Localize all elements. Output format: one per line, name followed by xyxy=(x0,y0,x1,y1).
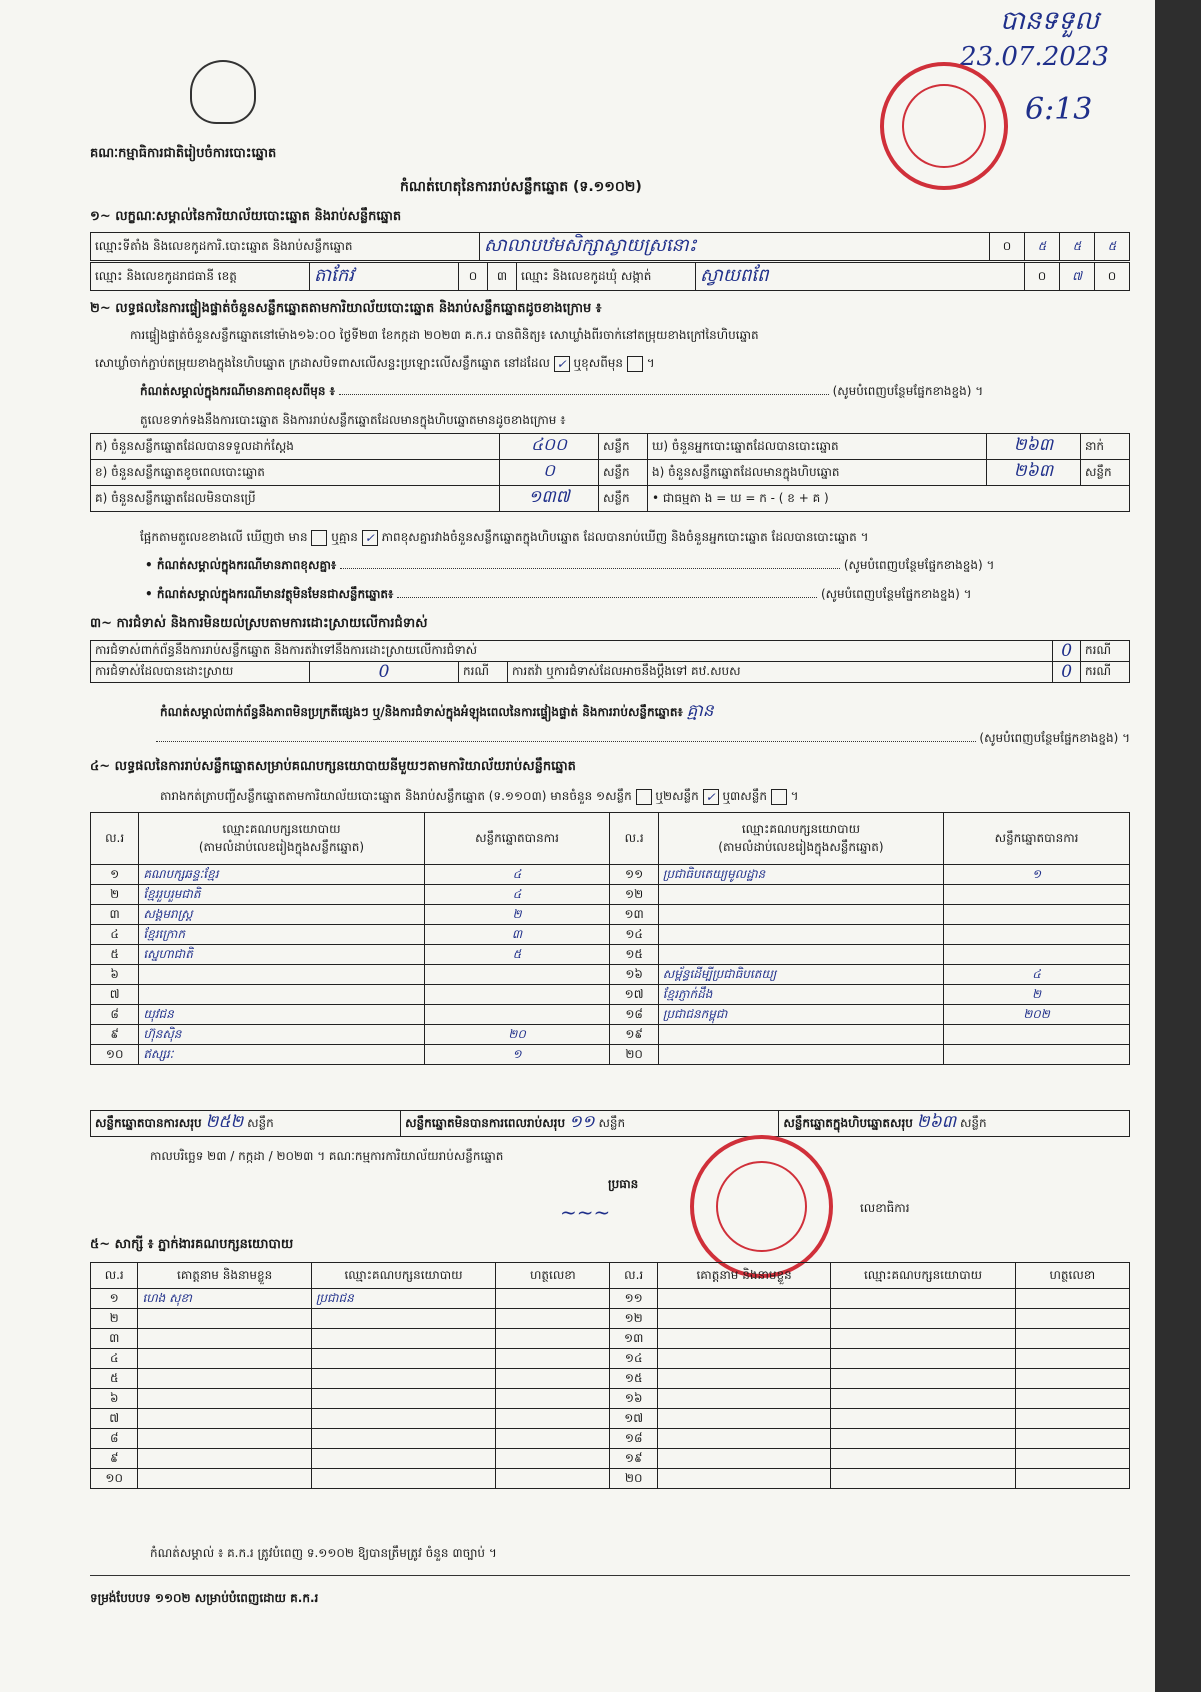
party-name: ស្នេហាជាតិ xyxy=(139,945,424,965)
table-row xyxy=(91,1005,1130,1025)
official-seal-icon xyxy=(880,62,1008,190)
objections-count: 0 xyxy=(1053,641,1081,662)
table-row xyxy=(91,1469,1130,1489)
witness-signature xyxy=(1015,1429,1129,1449)
party-name: ខ្មែររួបរួមជាតិ xyxy=(139,885,424,905)
witness-signature xyxy=(1015,1329,1129,1349)
vote-count xyxy=(424,1005,610,1025)
row-number: ៩ xyxy=(91,1025,139,1045)
row-number: ១ xyxy=(91,1289,138,1309)
spoiled-ballots: ០ xyxy=(500,460,599,486)
scan-edge xyxy=(1155,0,1201,1692)
row-number: ១០ xyxy=(91,1469,138,1489)
witness-party xyxy=(831,1309,1015,1329)
witness-table: ល.រ គោត្តនាម និងនាមខ្លួន ឈ្មោះគណបក្សនយោបាយ ហត្ថលេខា ល.រ គោត្តនាម និងនាមខ្លួន ឈ្មោះគណបក្សនយោបាយ ហត្ថលេខា ១ ហេង សុខា ប្រជាជន ១១ ២ ១២ ៣ ១៣ ៤ ១៤ ៥ ១៥ ៦ ១៦ ៧ ១៧ ៨ ១៨ ៩ ១៩ ១០ ២០ xyxy=(90,1262,1130,1489)
party-name xyxy=(658,905,943,925)
row-number: ១៣ xyxy=(610,1329,657,1349)
witness-name xyxy=(138,1349,311,1369)
witness-party xyxy=(311,1349,495,1369)
witness-signature xyxy=(496,1369,610,1389)
row-number: ១១ xyxy=(610,1289,657,1309)
received-date: 23.07.2023 xyxy=(960,42,1109,72)
row-number: ១៤ xyxy=(610,1349,657,1369)
resolved-count: 0 xyxy=(310,662,459,683)
party-name xyxy=(658,945,943,965)
section1-table-2: ឈ្មោះ និងលេខកូដរាជធានី ខេត្ត តាកែវ ០ ៣ ឈ្មោះ និងលេខកូដឃុំ សង្កាត់ ស្វាយពពែ ០ ៧ ០ xyxy=(90,262,1130,291)
witness-signature xyxy=(496,1449,610,1469)
unused-ballots: ១៣៧ xyxy=(500,486,599,512)
table-row xyxy=(91,1045,1130,1065)
witness-name xyxy=(138,1469,311,1489)
row-number: ៤ xyxy=(91,1349,138,1369)
committee-seal-icon xyxy=(690,1135,833,1278)
three-sheet-checkbox[interactable] xyxy=(771,789,787,805)
vote-count: ៤ xyxy=(424,865,610,885)
witness-name: ហេង សុខា xyxy=(138,1289,311,1309)
witness-name xyxy=(657,1449,830,1469)
table-row xyxy=(91,905,1130,925)
table-row xyxy=(91,985,1130,1005)
witness-name xyxy=(138,1429,311,1449)
witness-name xyxy=(657,1469,830,1489)
footer-divider xyxy=(90,1575,1130,1576)
figures-intro: តួលេខទាក់ទងនឹងការបោះឆ្នោត និងការរាប់សន្លឹកឆ្នោតដែលមានក្នុងហិបឆ្នោតមានដូចខាងក្រោម ៖ xyxy=(140,413,566,427)
witness-signature xyxy=(1015,1349,1129,1369)
irregularity-note: កំណត់សម្គាល់ពាក់ព័ន្ធនឹងភាពមិនប្រក្រតីផ្សេងៗ ឬ/និងការជំទាស់ក្នុងអំឡុងពេលនៃការផ្ទៀងផ្ទាត់ និងការរាប់សន្លឹកឆ្នោត៖ គ្មាន xyxy=(160,701,714,721)
table-row xyxy=(91,1289,1130,1309)
vote-count: ២០ xyxy=(424,1025,610,1045)
location-value: សាលាបឋមសិក្សាស្វាយស្រនោះ xyxy=(480,233,990,261)
received-note: បានទទួល xyxy=(1000,6,1100,36)
witness-signature xyxy=(496,1469,610,1489)
table-row xyxy=(91,1369,1130,1389)
secretary-label: លេខាធិការ xyxy=(860,1201,910,1215)
row-number: ១៧ xyxy=(610,985,658,1005)
bullet-foreign-object: • កំណត់សម្គាល់ក្នុងករណីមានវត្ថុមិនមែនជាសន្លឹកឆ្នោត៖ (សូមបំពេញបន្ថែមផ្នែកខាងខ្នង) ។ xyxy=(145,587,972,601)
row-number: ៦ xyxy=(91,965,139,985)
row-number: ១២ xyxy=(610,1309,657,1329)
witness-party xyxy=(311,1429,495,1449)
witness-party xyxy=(831,1389,1015,1409)
results-table: ល.រ ឈ្មោះគណបក្សនយោបាយ (តាមលំដាប់លេខរៀងក្នុងសន្លឹកឆ្នោត) សន្លឹកឆ្នោតបានការ ល.រ ឈ្មោះគណបក្សនយោបាយ (តាមលំដាប់លេខរៀងក្នុងសន្លឹកឆ្នោត) សន្លឹកឆ្នោតបានការ ១ គណបក្សឆន្ទៈខ្មែរ ៤ ១១ ប្រជាធិបតេយ្យមូលដ្ឋាន ១ ២ ខ្មែររួបរួមជាតិ ៤ ១២ ៣ សង្គមរាស្ត្រ ២ ១៣ ៤ ខ្មែរក្រោក ៣ ១៤ ៥ ស្នេហាជាតិ ៥ ១៥ ៦ ១៦ សម្ព័ន្ធដើម្បីប្រជាធិបតេយ្យ ៤ ៧ ១៧ ខ្មែរភ្ញាក់ដឹង ២ ៨ យុវជន ១៨ ប្រជាជនកម្ពុជា ២០២ ៩ ហ៊ុនស៊ិន ២០ ១៩ ១០ ឥស្សរៈ ១ ២០ xyxy=(90,812,1130,1065)
row-number: ១០ xyxy=(91,1045,139,1065)
section1-table: ឈ្មោះទីតាំង និងលេខកូដការិ.បោះឆ្នោត និងរាប់សន្លឹកឆ្នោត សាលាបឋមសិក្សាស្វាយស្រនោះ ០ ៥ ៥ ៥ xyxy=(90,232,1130,261)
witness-name xyxy=(657,1409,830,1429)
party-name: ប្រជាជនកម្ពុជា xyxy=(658,1005,943,1025)
form-footer: ទម្រង់បែបបទ ១១០២ សម្រាប់បំពេញដោយ គ.ក.រ xyxy=(90,1591,319,1605)
witness-name xyxy=(657,1329,830,1349)
voters-count: ២៦៣ xyxy=(987,434,1081,460)
witness-party xyxy=(831,1329,1015,1349)
vote-count: ១ xyxy=(944,865,1130,885)
row-number: ១៥ xyxy=(610,1369,657,1389)
vote-count: ៤ xyxy=(424,885,610,905)
witness-party xyxy=(311,1469,495,1489)
row-number: ១៩ xyxy=(610,1449,657,1469)
section2-title: ២~ លទ្ធផលនៃការផ្ទៀងផ្ទាត់ចំនួនសន្លឹកឆ្នោតតាមការិយាល័យបោះឆ្នោត និងរាប់សន្លឹកឆ្នោតដូចខាងក្រោម ៖ xyxy=(90,301,602,316)
row-number: ១៦ xyxy=(610,965,658,985)
vote-count xyxy=(944,1025,1130,1045)
vote-count: ៥ xyxy=(424,945,610,965)
witness-party xyxy=(311,1389,495,1409)
witness-name xyxy=(657,1369,830,1389)
same-checkbox[interactable]: ✓ xyxy=(554,356,570,372)
witness-signature xyxy=(496,1289,610,1309)
row-number: ៣ xyxy=(91,905,139,925)
row-number: ៩ xyxy=(91,1449,138,1469)
footnote: កំណត់សម្គាល់ ៖ គ.ក.រ ត្រូវបំពេញ ទ.១១០២ ឱ្យបានត្រឹមត្រូវ ចំនួន ៣ច្បាប់ ។ xyxy=(150,1546,497,1560)
received-time: 6:13 xyxy=(1025,92,1093,127)
party-name xyxy=(658,925,943,945)
row-number: ៥ xyxy=(91,1369,138,1389)
chair-label: ប្រធាន xyxy=(608,1177,639,1191)
witness-party: ប្រជាជន xyxy=(311,1289,495,1309)
party-name: ខ្មែរភ្ញាក់ដឹង xyxy=(658,985,943,1005)
witness-signature xyxy=(1015,1309,1129,1329)
vote-count: ២ xyxy=(424,905,610,925)
vote-count: ៤ xyxy=(944,965,1130,985)
party-name: ខ្មែរក្រោក xyxy=(139,925,424,945)
section3-title: ៣~ ការជំទាស់ និងការមិនយល់ស្របតាមការដោះស្រាយលើការជំទាស់ xyxy=(90,616,428,631)
witness-party xyxy=(831,1349,1015,1369)
party-name: ប្រជាធិបតេយ្យមូលដ្ឋាន xyxy=(658,865,943,885)
witness-signature xyxy=(496,1329,610,1349)
table-row xyxy=(91,1409,1130,1429)
vote-count: ៣ xyxy=(424,925,610,945)
row-number: ១៦ xyxy=(610,1389,657,1409)
vote-count xyxy=(944,905,1130,925)
party-name: គណបក្សឆន្ទៈខ្មែរ xyxy=(139,865,424,885)
vote-count: ២ xyxy=(944,985,1130,1005)
witness-signature xyxy=(496,1389,610,1409)
vote-count xyxy=(424,985,610,1005)
box-ballots: ២៦៣ xyxy=(987,460,1081,486)
bullet-difference: • កំណត់សម្គាល់ក្នុងករណីមានភាពខុសគ្នា៖ (សូមបំពេញបន្ថែមផ្នែកខាងខ្នង) ។ xyxy=(145,558,995,572)
section5-title: ៥~ សាក្សី ៖ ភ្នាក់ងារគណបក្សនយោបាយ xyxy=(90,1237,294,1252)
difference-note: កំណត់សម្គាល់ក្នុងករណីមានភាពខុសពីមុន ៖ (សូមបំពេញបន្ថែមផ្នែកខាងខ្នង) ។ xyxy=(140,384,984,398)
witness-name xyxy=(657,1349,830,1369)
row-number: ១៣ xyxy=(610,905,658,925)
party-name: ឥស្សរៈ xyxy=(139,1045,424,1065)
table-row xyxy=(91,1389,1130,1409)
chair-signature-icon: ~~~ xyxy=(560,1200,611,1224)
witness-name xyxy=(657,1429,830,1449)
table-row xyxy=(91,865,1130,885)
witness-signature xyxy=(1015,1369,1129,1389)
witness-party xyxy=(311,1409,495,1429)
party-name: ហ៊ុនស៊ិន xyxy=(139,1025,424,1045)
totals-table: សន្លឹកឆ្នោតបានការសរុប ២៥២ សន្លឹក សន្លឹកឆ្នោតមិនបានការពេលរាប់សរុប ១១ សន្លឹក សន្លឹកឆ្នោតក្នុងហិបឆ្នោតសរុប ២៦៣ សន្លឹក xyxy=(90,1110,1130,1137)
witness-signature xyxy=(496,1409,610,1429)
row-number: ១៩ xyxy=(610,1025,658,1045)
location-label: ឈ្មោះទីតាំង និងលេខកូដការិ.បោះឆ្នោត និងរាប់សន្លឹកឆ្នោត xyxy=(91,233,480,261)
table-row xyxy=(91,1329,1130,1349)
vote-count xyxy=(944,945,1130,965)
one-sheet-checkbox[interactable] xyxy=(636,789,652,805)
table-row xyxy=(91,925,1130,945)
has-difference-checkbox[interactable] xyxy=(311,530,327,546)
row-number: ១២ xyxy=(610,885,658,905)
section2-para1: ការផ្ទៀងផ្ទាត់ចំនួនសន្លឹកឆ្នោតនៅម៉ោង១៦:០០ ថ្ងៃទី២៣ ខែកក្កដា ២០២៣ គ.ក.រ បានពិនិត្យ៖ សោឃ្លាំងពីរចាក់នៅតម្រុយខាងក្រៅនៃហិបឆ្នោត xyxy=(130,328,759,342)
objection-table: ការជំទាស់ពាក់ព័ន្ធនឹងការរាប់សន្លឹកឆ្នោត និងការតវ៉ាទៅនឹងការដោះស្រាយលើការជំទាស់ 0 ករណី ការជំទាស់ដែលបានដោះស្រាយ 0 ករណី ការតវ៉ា ឬការជំទាស់ដែលអាចនឹងប្តឹងទៅ គឋ.សបស 0 ករណី xyxy=(90,640,1130,683)
row-number: ៤ xyxy=(91,925,139,945)
row-number: ៧ xyxy=(91,985,139,1005)
table-row xyxy=(91,1449,1130,1469)
row-number: ១៨ xyxy=(610,1429,657,1449)
total-valid: ២៥២ xyxy=(205,1112,244,1132)
row-number: ១៤ xyxy=(610,925,658,945)
vote-count xyxy=(944,885,1130,905)
irregularity-hint: (សូមបំពេញបន្ថែមផ្នែកខាងខ្នង) ។ xyxy=(90,730,1130,748)
table-row xyxy=(91,945,1130,965)
party-name xyxy=(139,985,424,1005)
witness-name xyxy=(657,1389,830,1409)
witness-name xyxy=(657,1309,830,1329)
witness-party xyxy=(831,1469,1015,1489)
witness-signature xyxy=(496,1309,610,1329)
row-number: ៣ xyxy=(91,1329,138,1349)
witness-party xyxy=(311,1449,495,1469)
total-invalid: ១១ xyxy=(568,1112,595,1132)
witness-party xyxy=(831,1369,1015,1389)
vote-count: ២០២ xyxy=(944,1005,1130,1025)
witness-party xyxy=(311,1329,495,1349)
row-number: ១១ xyxy=(610,865,658,885)
row-number: ២ xyxy=(91,885,139,905)
witness-party xyxy=(831,1289,1015,1309)
no-difference-checkbox[interactable]: ✓ xyxy=(362,530,378,546)
row-number: ១៧ xyxy=(610,1409,657,1429)
party-name: យុវជន xyxy=(139,1005,424,1025)
row-number: ៧ xyxy=(91,1409,138,1429)
section2-para2: សោឃ្លាំចាក់ភ្ជាប់តម្រុយខាងក្នុងនៃហិបឆ្នោត ក្រដាសបិទពាសលើសន្ទះប្រឡោះលើសន្លឹកឆ្នោត នៅដដែល ✓ ឬខុសពីមុន ។ xyxy=(95,356,655,371)
witness-name xyxy=(138,1309,311,1329)
commune-value: ស្វាយពពែ xyxy=(696,263,1025,291)
witness-signature xyxy=(496,1429,610,1449)
section4-title: ៤~ លទ្ធផលនៃការរាប់សន្លឹកឆ្នោតសម្រាប់គណបក្សនយោបាយនីមួយៗតាមការិយាល័យរាប់សន្លឹកឆ្នោត xyxy=(90,759,576,774)
appeal-count: 0 xyxy=(1053,662,1081,683)
section4-intro: តារាងកត់ត្រាបញ្ជីសន្លឹកឆ្នោតតាមការិយាល័យបោះឆ្នោត និងរាប់សន្លឹកឆ្នោត (ទ.១១០៣) មានចំនួន ១សន្លឹក ឬ២សន្លឹក ✓ ឬ៣សន្លឹក ។ xyxy=(160,789,799,804)
figures-table: ក) ចំនួនសន្លឹកឆ្នោតដែលបានទទួលដាក់ស្តែង ៤០០ សន្លឹក ឃ) ចំនួនអ្នកបោះឆ្នោតដែលបានបោះឆ្នោត ២៦៣ នាក់ ខ) ចំនួនសន្លឹកឆ្នោតខូចពេលបោះឆ្នោត ០ សន្លឹក ង) ចំនួនសន្លឹកឆ្នោតដែលមានក្នុងហិបឆ្នោត ២៦៣ សន្លឹក គ) ចំនួនសន្លឹកឆ្នោតដែលមិនបានប្រើ ១៣៧ សន្លឹក • ជាធម្មតា ង = ឃ = ក - ( ខ + គ ) xyxy=(90,433,1130,512)
row-number: ២០ xyxy=(610,1045,658,1065)
vote-count: ១ xyxy=(424,1045,610,1065)
row-number: ២០ xyxy=(610,1469,657,1489)
witness-signature xyxy=(1015,1469,1129,1489)
row-number: ១ xyxy=(91,865,139,885)
table-row xyxy=(91,885,1130,905)
nec-logo-icon xyxy=(190,60,256,124)
witness-name xyxy=(138,1449,311,1469)
total-box: ២៦៣ xyxy=(916,1112,957,1132)
witness-signature xyxy=(1015,1289,1129,1309)
witness-signature xyxy=(1015,1449,1129,1469)
witness-signature xyxy=(1015,1389,1129,1409)
witness-name xyxy=(138,1329,311,1349)
received-ballots: ៤០០ xyxy=(500,434,599,460)
party-name xyxy=(658,1025,943,1045)
vote-count xyxy=(944,925,1130,945)
date-line: កាលបរិច្ឆេទ ២៣ / កក្កដា / ២០២៣ ។ គណៈកម្មការការិយាល័យរាប់សន្លឹកឆ្នោត xyxy=(150,1149,504,1163)
witness-party xyxy=(311,1369,495,1389)
table-row xyxy=(91,1349,1130,1369)
two-sheet-checkbox[interactable]: ✓ xyxy=(703,789,719,805)
witness-party xyxy=(831,1449,1015,1469)
witness-signature xyxy=(1015,1409,1129,1429)
party-name xyxy=(658,1045,943,1065)
row-number: ៨ xyxy=(91,1005,139,1025)
page-title: កំណត់ហេតុនៃការរាប់សន្លឹកឆ្នោត (ទ.១១០២) xyxy=(400,179,642,195)
table-row xyxy=(91,1429,1130,1449)
party-name xyxy=(658,885,943,905)
table-row xyxy=(91,1025,1130,1045)
table-row xyxy=(91,1309,1130,1329)
row-number: ៦ xyxy=(91,1389,138,1409)
party-name: សម្ព័ន្ធដើម្បីប្រជាធិបតេយ្យ xyxy=(658,965,943,985)
row-number: ១៥ xyxy=(610,945,658,965)
vote-count xyxy=(944,1045,1130,1065)
section1-title: ១~ លក្ខណៈសម្គាល់នៃការិយាល័យបោះឆ្នោត និងរាប់សន្លឹកឆ្នោត xyxy=(90,209,402,224)
row-number: ១៨ xyxy=(610,1005,658,1025)
table-row xyxy=(91,965,1130,985)
witness-name xyxy=(138,1409,311,1429)
witness-name xyxy=(657,1289,830,1309)
compare-line: ផ្អែកតាមតួលេខខាងលើ ឃើញថា មាន ឬគ្មាន ✓ ភាពខុសគ្នារវាងចំនួនសន្លឹកឆ្នោតក្នុងហិបឆ្នោត ដែលបានរាប់ឃើញ និងចំនួនអ្នកបោះឆ្នោត ដែលបានបោះឆ្នោត ។ xyxy=(140,530,869,545)
witness-signature xyxy=(496,1349,610,1369)
party-name: សង្គមរាស្ត្រ xyxy=(139,905,424,925)
witness-party xyxy=(831,1429,1015,1449)
row-number: ៥ xyxy=(91,945,139,965)
province-value: តាកែវ xyxy=(310,263,459,291)
different-checkbox[interactable] xyxy=(627,356,643,372)
witness-party xyxy=(311,1309,495,1329)
witness-name xyxy=(138,1389,311,1409)
party-name xyxy=(139,965,424,985)
row-number: ២ xyxy=(91,1309,138,1329)
row-number: ៨ xyxy=(91,1429,138,1449)
witness-party xyxy=(831,1409,1015,1429)
vote-count xyxy=(424,965,610,985)
org-name: គណៈកម្មាធិការជាតិរៀបចំការបោះឆ្នោត xyxy=(90,146,277,161)
witness-name xyxy=(138,1369,311,1389)
